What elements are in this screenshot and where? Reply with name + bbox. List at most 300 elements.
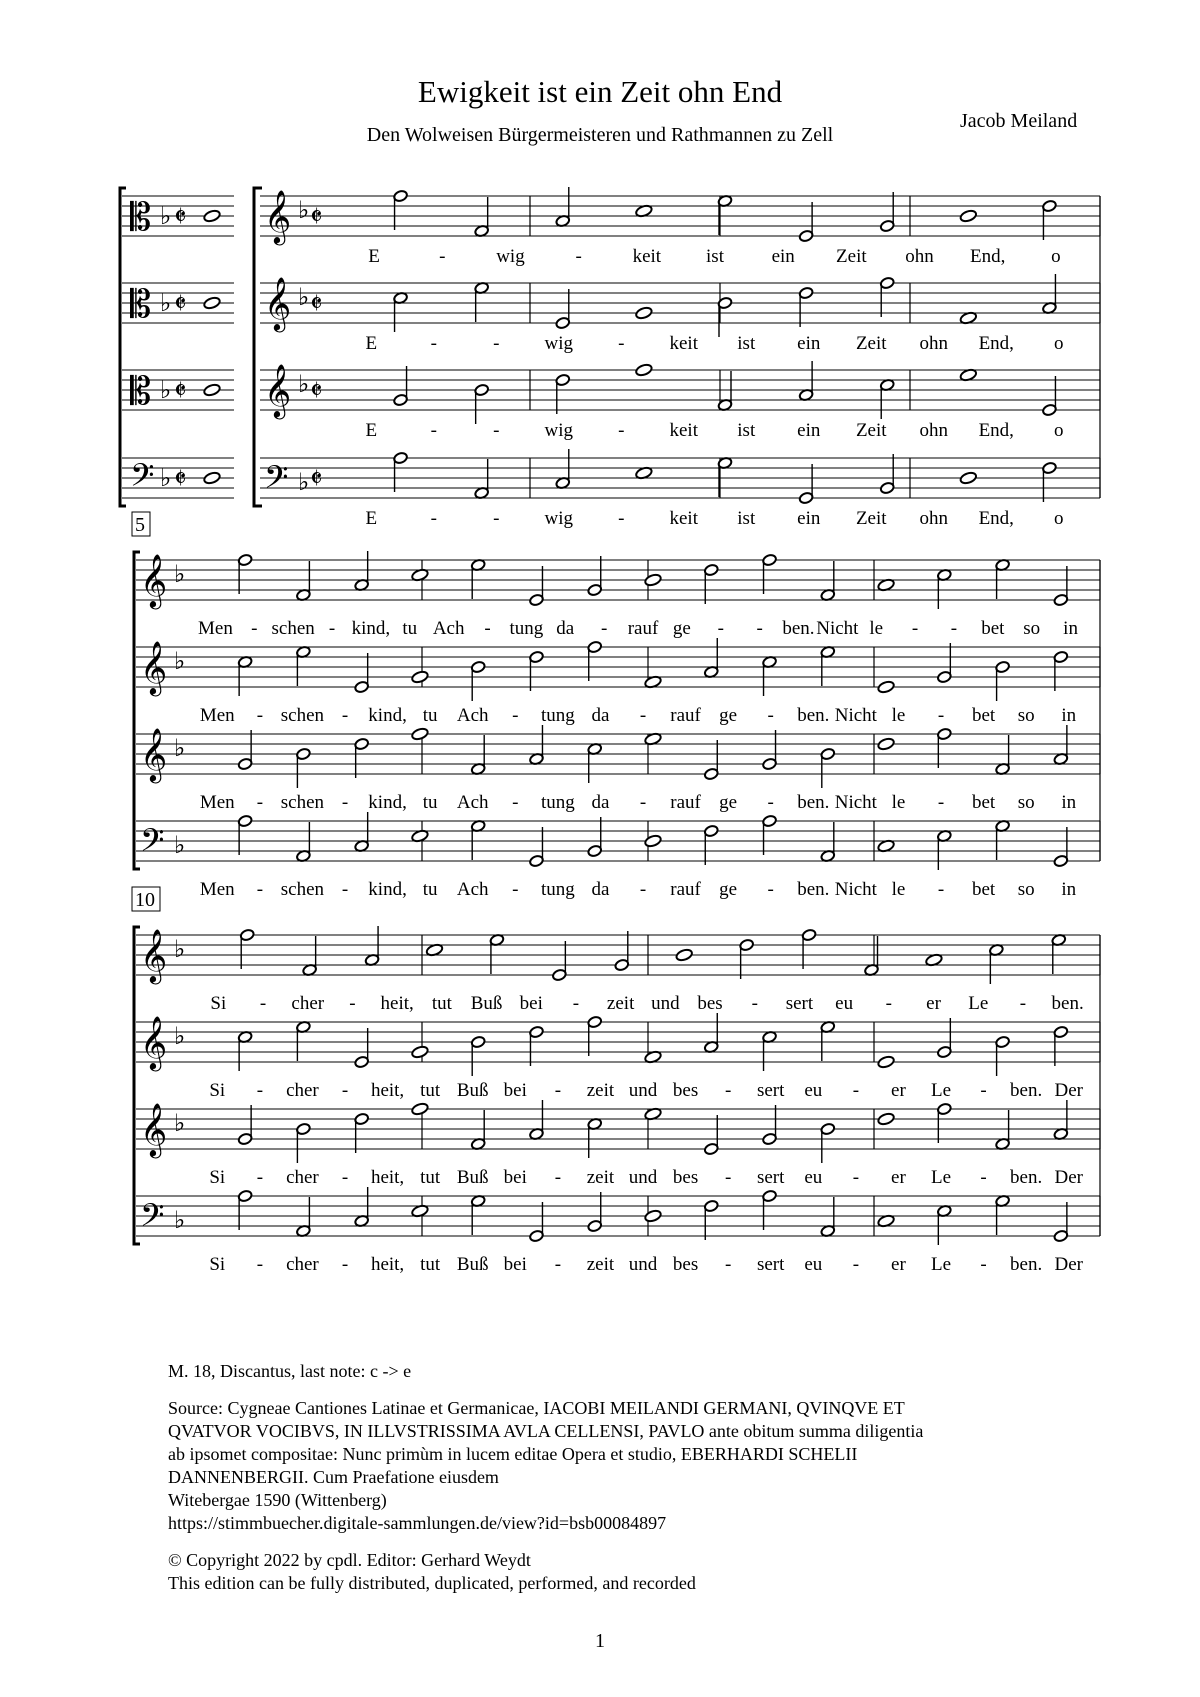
lyric-syllable: Ach (432, 618, 465, 639)
lyric-syllable: ohn (919, 508, 948, 529)
lyric-syllable: Der (1054, 1167, 1083, 1188)
measure-number: 5 (135, 514, 145, 536)
note (587, 640, 602, 681)
note (471, 558, 486, 599)
cut-time-icon: 𝄵 (174, 287, 187, 320)
staff (136, 1196, 1100, 1236)
lyric-syllable: schen (280, 792, 325, 813)
lyric-syllable: bes (697, 993, 723, 1014)
lyric-syllable: zeit (586, 1080, 615, 1101)
notehead (411, 1045, 429, 1059)
note (937, 1204, 952, 1245)
lyric-syllable: keit (669, 333, 698, 354)
lyric-syllable: eu (804, 1167, 823, 1188)
note (529, 725, 544, 766)
bass-clef-icon: 𝄢 (140, 1197, 165, 1241)
lyric-syllable: Men (199, 879, 235, 900)
lyric-syllable: so (1023, 618, 1041, 639)
note (937, 568, 952, 609)
note (762, 1030, 777, 1071)
flat-icon: ♭ (298, 196, 310, 224)
lyric-syllable: ben. (1051, 993, 1084, 1014)
note (489, 933, 504, 974)
lyric-syllable: rauf (670, 705, 701, 726)
lyric-syllable: wig (544, 508, 573, 529)
cut-time-icon: 𝄵 (174, 374, 187, 407)
lyric-syllable: tung (540, 705, 575, 726)
note (354, 1028, 369, 1069)
lyric-syllable: ein (771, 246, 795, 267)
lyric-hyphen: - (639, 879, 647, 900)
note (704, 563, 719, 604)
lyric-syllable: ben. (1010, 1167, 1043, 1188)
notehead (203, 471, 221, 485)
lyric-syllable: le (891, 792, 906, 813)
lyric-hyphen: - (493, 333, 500, 354)
lyric-syllable: cher (286, 1167, 319, 1188)
note (635, 306, 653, 320)
note (820, 822, 835, 863)
note (675, 948, 693, 962)
lyric-syllable: tu (422, 705, 438, 726)
license-line: This edition can be fully distributed, duplicated, performed, and recorded (168, 1573, 696, 1593)
lyric-hyphen: - (251, 618, 258, 639)
note (1053, 725, 1068, 766)
staff (136, 647, 1100, 687)
note (704, 824, 719, 865)
note (471, 1110, 486, 1151)
lyric-hyphen: - (256, 792, 264, 813)
flat-icon: ♭ (160, 464, 172, 492)
lyric-syllable: Men (199, 705, 235, 726)
lyric-syllable: schen (271, 618, 315, 639)
lyric-syllable: heit, (370, 1080, 405, 1101)
note (471, 819, 486, 860)
lyric-syllable: eu (804, 1080, 823, 1101)
note (644, 573, 662, 587)
flat-icon: ♭ (174, 935, 186, 963)
cut-time-icon: 𝄵 (310, 200, 323, 233)
note (704, 1199, 719, 1240)
note (1042, 199, 1057, 240)
lyric-syllable: Der (1054, 1080, 1083, 1101)
lyric-syllable: in (1061, 705, 1077, 726)
note (880, 192, 895, 233)
lyric-syllable: rauf (670, 792, 701, 813)
lyric-syllable: E (365, 333, 378, 354)
lyric-hyphen: - (430, 333, 437, 354)
lyric-syllable: keit (632, 246, 662, 267)
note (798, 361, 813, 402)
lyric-hyphen: - (980, 1167, 987, 1188)
note (296, 1122, 311, 1163)
piece-title: Ewigkeit ist ein Zeit ohn End (417, 74, 783, 109)
treble-clef-icon: 𝄞 (140, 928, 168, 982)
lyric-syllable: da (591, 792, 610, 813)
treble-clef-icon: 𝄞 (140, 640, 168, 694)
lyric-hyphen: - (767, 879, 774, 900)
lyric-syllable: keit (669, 420, 698, 441)
c-clef-icon: 𝄡 (130, 282, 152, 326)
note (717, 456, 732, 497)
note (995, 735, 1010, 776)
lyric-hyphen: - (484, 618, 491, 639)
note (529, 827, 544, 868)
notehead (203, 209, 221, 223)
lyric-syllable: da (591, 879, 610, 900)
lyric-syllable: le (891, 705, 906, 726)
lyric-syllable: sert (756, 1167, 785, 1188)
note (877, 737, 895, 751)
lyric-hyphen: - (767, 705, 774, 726)
lyric-syllable: und (628, 1254, 658, 1275)
note (555, 289, 570, 330)
lyric-syllable: Le (930, 1254, 952, 1275)
lyric-syllable: tut (420, 1167, 441, 1188)
lyric-hyphen: - (639, 705, 647, 726)
lyric-syllable: tu (422, 879, 438, 900)
notehead (203, 296, 221, 310)
lyric-hyphen: - (259, 993, 267, 1014)
note (762, 814, 777, 855)
note (959, 209, 977, 223)
c-clef-icon: 𝄡 (130, 195, 152, 239)
lyric-syllable: Zeit (855, 333, 887, 354)
note (529, 1100, 544, 1141)
note (237, 814, 252, 855)
lyric-syllable: zeit (586, 1167, 615, 1188)
flat-icon: ♭ (174, 1206, 186, 1234)
lyric-hyphen: - (512, 879, 519, 900)
lyric-syllable: keit (669, 508, 698, 529)
notehead (411, 670, 429, 684)
lyric-syllable: ge (719, 879, 738, 900)
note (995, 558, 1010, 599)
note (798, 286, 813, 327)
lyric-syllable: Buß (456, 1167, 489, 1188)
note (471, 1194, 486, 1235)
lyric-syllable: cher (291, 993, 325, 1014)
incipit-note (203, 296, 221, 310)
lyric-hyphen: - (256, 879, 264, 900)
lyric-syllable: und (628, 1167, 658, 1188)
lyric-syllable: ge (672, 618, 691, 639)
lyric-syllable: da (591, 705, 610, 726)
lyric-hyphen: - (1019, 993, 1027, 1014)
note (529, 1025, 544, 1066)
lyric-syllable: schen (280, 879, 325, 900)
lyric-syllable: tung (509, 618, 544, 639)
lyric-syllable: schen (280, 705, 325, 726)
lyric-syllable: so (1017, 879, 1035, 900)
lyric-syllable: so (1017, 705, 1035, 726)
note (877, 1055, 895, 1069)
source-line: DANNENBERGII. Cum Praefatione eiusdem (168, 1467, 499, 1487)
lyric-syllable: o (1054, 333, 1064, 354)
notehead (877, 1055, 895, 1069)
note (614, 931, 629, 972)
treble-clef-icon: 𝄞 (140, 1015, 168, 1069)
notehead (877, 680, 895, 694)
lyric-syllable: ge (719, 705, 738, 726)
flat-icon: ♭ (174, 1109, 186, 1137)
edition-notes (168, 1360, 1118, 1609)
note (364, 926, 379, 967)
note (820, 1020, 835, 1061)
lyric-syllable: le (869, 618, 884, 639)
lyric-syllable: End, (978, 333, 1014, 354)
lyric-syllable: ben. (1010, 1080, 1043, 1101)
lyric-syllable: tu (402, 618, 418, 639)
lyric-syllable: wig (544, 420, 573, 441)
note (587, 556, 602, 597)
cut-time-icon: 𝄵 (174, 200, 187, 233)
lyric-syllable: wig (544, 333, 573, 354)
lyric-syllable: End, (978, 508, 1014, 529)
note (471, 660, 486, 701)
lyric-syllable: Ach (456, 879, 489, 900)
bass-clef-icon: 𝄢 (130, 457, 155, 501)
lyric-syllable: Men (198, 618, 233, 639)
flat-icon: ♭ (298, 370, 310, 398)
source-line: Source: Cygneae Cantiones Latinae et Germanicae, IACOBI MEILANDI GERMANI, QVINQVE ET (168, 1398, 905, 1418)
notehead (203, 383, 221, 397)
note (1042, 376, 1057, 417)
lyric-hyphen: - (430, 508, 437, 529)
lyric-syllable: tu (422, 792, 438, 813)
note (237, 1105, 252, 1146)
lyric-syllable: kind, (368, 705, 407, 726)
source-url: https://stimmbuecher.digitale-sammlungen.de/view?id=bsb00084897 (168, 1513, 667, 1533)
lyric-hyphen: - (493, 508, 500, 529)
lyric-hyphen: - (639, 792, 647, 813)
note (937, 643, 952, 684)
note (762, 730, 777, 771)
note (555, 187, 570, 228)
lyric-hyphen: - (751, 993, 758, 1014)
note (801, 928, 816, 969)
lyric-syllable: bei (519, 993, 543, 1014)
note (237, 1030, 252, 1071)
note (552, 941, 567, 982)
lyric-hyphen: - (328, 618, 336, 639)
note (1053, 1025, 1068, 1066)
note (995, 1110, 1010, 1151)
source-line: ab ipsomet compositae: Nunc primùm in lucem editae Opera et studio, EBERHARDI SCHELII (168, 1444, 858, 1464)
note (354, 1112, 369, 1153)
lyric-syllable: tut (431, 993, 452, 1014)
note (880, 454, 895, 495)
lyric-syllable: tung (540, 792, 575, 813)
note (354, 551, 369, 592)
lyric-hyphen: - (852, 1080, 860, 1101)
notehead (411, 727, 429, 741)
note (474, 281, 489, 322)
note (471, 735, 486, 776)
note (995, 1035, 1010, 1076)
note (1051, 933, 1066, 974)
note (555, 449, 570, 490)
note (644, 834, 662, 848)
lyric-syllable: zeit (586, 1254, 615, 1275)
lyric-syllable: bei (503, 1167, 527, 1188)
lyric-syllable: bet (971, 792, 996, 813)
lyric-syllable: E (365, 508, 378, 529)
note (240, 928, 255, 969)
lyric-syllable: rauf (670, 879, 701, 900)
note (717, 194, 732, 235)
lyric-hyphen: - (439, 246, 446, 267)
note (587, 1192, 602, 1233)
notehead (644, 1209, 662, 1223)
lyric-syllable: er (891, 1254, 906, 1275)
lyric-syllable: ben. (1010, 1254, 1043, 1275)
note (880, 378, 895, 419)
lyric-hyphen: - (493, 420, 500, 441)
lyric-hyphen: - (572, 993, 580, 1014)
lyric-syllable: Nicht (816, 618, 859, 639)
lyric-syllable: End, (978, 420, 1014, 441)
lyric-hyphen: - (618, 508, 625, 529)
note (704, 638, 719, 679)
incipit-note (203, 471, 221, 485)
lyric-hyphen: - (852, 1167, 860, 1188)
lyric-syllable: in (1061, 879, 1077, 900)
bass-clef-icon: 𝄢 (264, 459, 289, 503)
lyric-hyphen: - (256, 705, 264, 726)
cut-time-icon: 𝄵 (310, 287, 323, 320)
staff (136, 1109, 1100, 1149)
lyric-syllable: Si (209, 1254, 226, 1275)
lyric-hyphen: - (256, 1254, 264, 1275)
note (820, 1197, 835, 1238)
source-line: Witebergae 1590 (Wittenberg) (168, 1490, 387, 1510)
note (798, 202, 813, 243)
lyric-syllable: kind, (368, 879, 407, 900)
critical-note: M. 18, Discantus, last note: c -> e (168, 1361, 412, 1381)
note (820, 747, 835, 788)
note (644, 1209, 662, 1223)
lyric-syllable: o (1054, 420, 1064, 441)
cut-time-icon: 𝄵 (310, 462, 323, 495)
lyric-syllable: cher (286, 1080, 319, 1101)
source-line: QVATVOR VOCIBVS, IN ILLVSTRISSIMA AVLA CELLENSI, PAVLO ante obitum summa diligentia (168, 1421, 924, 1441)
lyric-syllable: er (891, 1080, 906, 1101)
lyric-syllable: ein (797, 420, 821, 441)
treble-clef-icon: 𝄞 (140, 727, 168, 781)
lyric-syllable: sert (756, 1254, 785, 1275)
note (959, 471, 977, 485)
note (529, 1202, 544, 1243)
lyric-syllable: Zeit (855, 420, 887, 441)
lyric-syllable: bet (971, 705, 996, 726)
note (393, 291, 408, 332)
treble-clef-icon: 𝄞 (264, 189, 292, 243)
note (762, 1189, 777, 1230)
note (302, 936, 317, 977)
lyric-syllable: Nicht (834, 705, 877, 726)
lyric-hyphen: - (512, 792, 519, 813)
lyric-syllable: da (556, 618, 575, 639)
lyric-syllable: ben. (797, 792, 830, 813)
note (393, 451, 408, 492)
lyric-hyphen: - (341, 705, 349, 726)
lyric-hyphen: - (618, 333, 625, 354)
lyric-syllable: und (628, 1080, 658, 1101)
lyric-hyphen: - (554, 1167, 562, 1188)
note (995, 1194, 1010, 1235)
lyric-syllable: wig (496, 246, 525, 267)
lyric-syllable: tut (420, 1080, 441, 1101)
lyric-syllable: ohn (919, 420, 948, 441)
lyric-hyphen: - (575, 246, 582, 267)
notehead (644, 573, 662, 587)
lyric-syllable: Si (209, 1167, 226, 1188)
treble-clef-icon: 𝄞 (140, 553, 168, 607)
note (296, 747, 311, 788)
lyric-syllable: ohn (905, 246, 934, 267)
note (820, 1122, 835, 1163)
notehead (635, 363, 653, 377)
note (411, 670, 429, 684)
lyric-hyphen: - (554, 1080, 562, 1101)
lyric-syllable: kind, (351, 618, 391, 639)
note (820, 645, 835, 686)
source-block (168, 1397, 1118, 1535)
composer-name: Jacob Meiland (960, 110, 1078, 132)
note (937, 1018, 952, 1059)
lyric-hyphen: - (852, 1254, 860, 1275)
lyric-syllable: Zeit (836, 246, 867, 267)
lyric-syllable: End, (970, 246, 1006, 267)
note (474, 459, 489, 500)
lyric-hyphen: - (256, 1080, 264, 1101)
note (1053, 1100, 1068, 1141)
note (1053, 1202, 1068, 1243)
lyric-syllable: Buß (456, 1254, 489, 1275)
note (880, 276, 895, 317)
note (529, 650, 544, 691)
lyric-syllable: bes (672, 1254, 699, 1275)
note (474, 197, 489, 238)
flat-icon: ♭ (160, 202, 172, 230)
note (354, 1187, 369, 1228)
lyric-hyphen: - (937, 705, 945, 726)
note (704, 1013, 719, 1054)
page-number: 1 (595, 1630, 605, 1652)
lyric-hyphen: - (600, 618, 608, 639)
lyric-syllable: Si (210, 993, 227, 1014)
flat-icon: ♭ (174, 647, 186, 675)
lyric-syllable: eu (835, 993, 854, 1014)
lyric-syllable: Men (199, 792, 235, 813)
staff (136, 821, 1100, 861)
cut-time-icon: 𝄵 (310, 374, 323, 407)
notehead (644, 834, 662, 848)
lyric-hyphen: - (341, 879, 349, 900)
note (296, 1197, 311, 1238)
note (820, 561, 835, 602)
note (762, 553, 777, 594)
lyric-syllable: heit, (380, 993, 414, 1014)
lyric-syllable: tut (420, 1254, 441, 1275)
measure-number: 10 (135, 889, 155, 911)
notehead (635, 306, 653, 320)
lyric-syllable: zeit (606, 993, 635, 1014)
copyright-line: © Copyright 2022 by cpdl. Editor: Gerhard Weydt (168, 1550, 531, 1570)
lyric-hyphen: - (717, 618, 724, 639)
lyric-hyphen: - (341, 1254, 349, 1275)
